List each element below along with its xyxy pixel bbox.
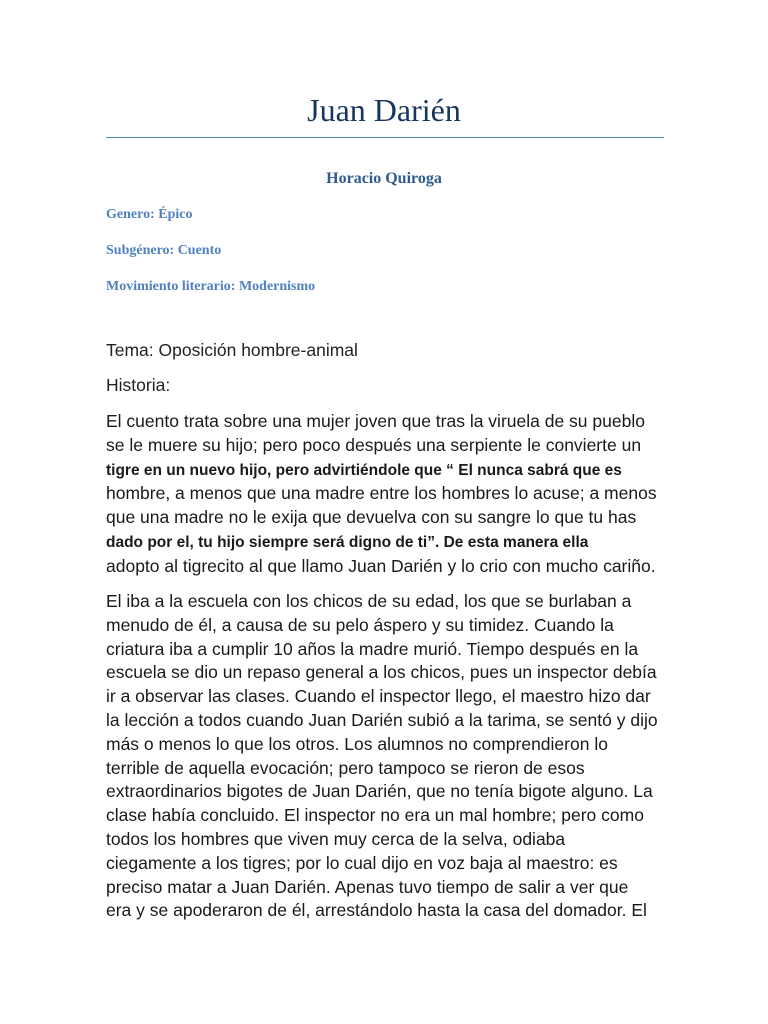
paragraph-1	[106, 410, 686, 579]
paragraph-line: clase había concluido. El inspector no era un mal hombre; pero como	[106, 805, 644, 826]
bold-text: ”. De esta manera ella	[427, 533, 589, 551]
paragraph-line: la lección a todos cuando Juan Darién subió a la tarima, se sentó y dijo	[106, 709, 658, 730]
tema-line: Tema: Oposición hombre-animal	[106, 340, 358, 360]
paragraph-line: El iba a la escuela con los chicos de su edad, los que se burlaban a	[106, 591, 632, 611]
author-name: Horacio Quiroga	[326, 170, 442, 187]
bold-text: tigre en un nuevo hijo, pero advirtiéndole que “ El nunca sabrá que es	[106, 461, 622, 479]
bold-text: dado por el, tu hijo siempre será digno de ti	[106, 533, 428, 551]
paragraph-line: preciso matar a Juan Darién. Apenas tuvo tiempo de salir a ver que	[106, 876, 629, 897]
meta-subgenero: Subgénero: Cuento	[106, 243, 222, 258]
paragraph-line: criatura iba a cumplir 10 años la madre murió. Tiempo después en la	[106, 638, 639, 659]
paragraph-line: adopto al tigrecito al que llamo Juan Darién y lo crio con mucho cariño.	[106, 555, 656, 576]
title-underline	[106, 137, 664, 138]
historia-heading: Historia:	[106, 375, 171, 395]
paragraph-line: más o menos lo que los otros. Los alumnos no comprendieron lo	[106, 733, 608, 754]
paragraph-line: hombre, a menos que una madre entre los hombres lo acuse; a menos	[106, 483, 657, 504]
document-title: Juan Darién	[307, 92, 461, 128]
paragraph-line	[106, 530, 686, 555]
meta-movimiento: Movimiento literario: Modernismo	[106, 279, 316, 294]
paragraph-line: que una madre no le exija que devuelva con su sangre lo que tu has	[106, 507, 637, 528]
paragraph-line: todos los hombres que viven muy cerca de la selva, odiaba	[106, 828, 566, 849]
meta-genero: Genero: Épico	[106, 207, 193, 222]
paragraph-line: era y se apoderaron de él, arrestándolo hasta la casa del domador. El	[106, 900, 647, 921]
paragraph-line: terrible de aquella evocación; pero tampoco se rieron de esos	[106, 757, 585, 778]
paragraph-line: ciegamente a los tigres; por lo cual dijo en voz baja al maestro: es	[106, 852, 618, 873]
paragraph-line: El cuento trata sobre una mujer joven que tras la viruela de su pueblo	[106, 411, 645, 431]
paragraph-line: menudo de él, a causa de su pelo áspero y su timidez. Cuando la	[106, 614, 614, 635]
paragraph-2	[106, 590, 686, 923]
paragraph-line: se le muere su hijo; pero poco después una serpiente le convierte un	[106, 434, 642, 455]
paragraph-line: extraordinarios bigotes de Juan Darién, que no tenía bigote alguno. La	[106, 781, 653, 802]
paragraph-line: ir a observar las clases. Cuando el inspector llego, el maestro hizo dar	[106, 686, 651, 707]
paragraph-line: escuela se dio un repaso general a los chicos, pues un inspector debía	[106, 662, 657, 683]
paragraph-line	[106, 458, 686, 483]
